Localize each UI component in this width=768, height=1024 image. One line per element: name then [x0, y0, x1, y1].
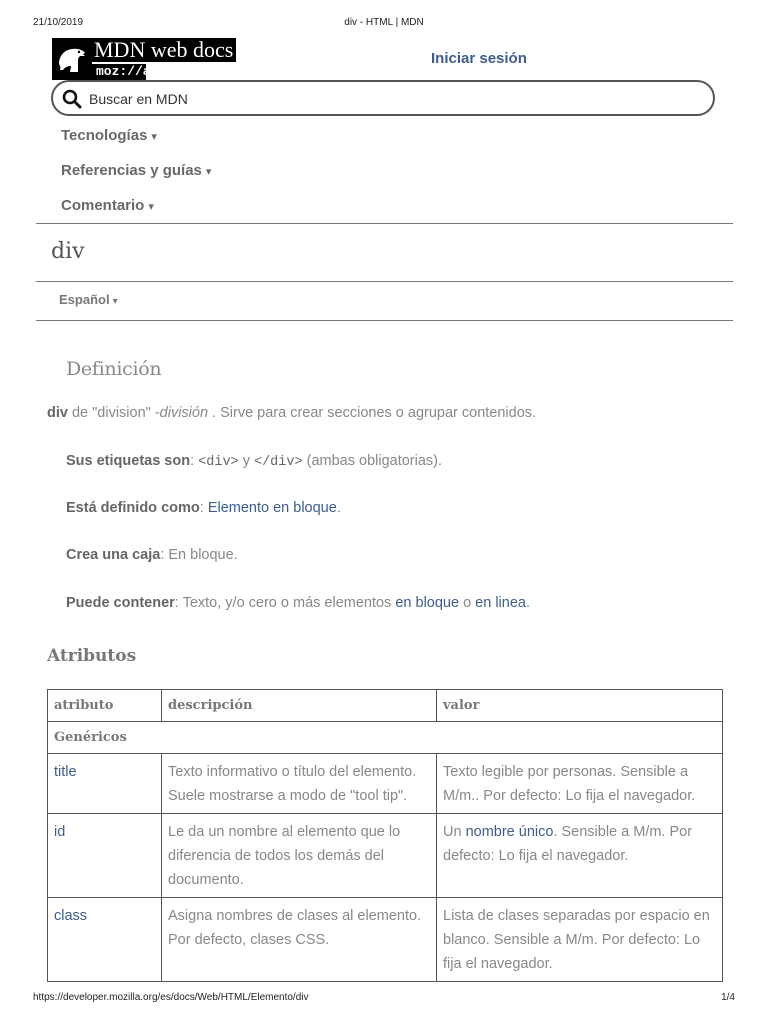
language-selector[interactable] [59, 292, 118, 307]
nav-label: Comentario [61, 197, 145, 214]
value-text: Un [443, 824, 466, 840]
table-row [48, 898, 723, 982]
group-label: Genéricos [48, 722, 723, 754]
chevron-down-icon: ▾ [151, 131, 157, 143]
contains-text: : Texto, y/o cero o más elementos [174, 595, 396, 611]
description-cell: Asigna nombres de clases al elemento. Por defecto, clases CSS. [162, 898, 437, 982]
attribute-cell [48, 898, 162, 982]
table-row [48, 754, 723, 814]
value-text: Texto legible por personas. Sensible a M/m.. Por defecto: Lo fija el navegador. [443, 764, 696, 804]
intro-text: de "division" - [67, 405, 160, 421]
chevron-down-icon: ▾ [148, 201, 154, 213]
unique-name-link[interactable]: nombre único [465, 824, 554, 840]
separator: : [190, 453, 199, 469]
contains-text: o [459, 595, 476, 611]
tags-label: Sus etiquetas son [66, 453, 191, 469]
inline-link[interactable]: en linea [475, 595, 526, 611]
conjunction: y [238, 453, 254, 469]
divider [36, 281, 733, 282]
column-header: descripción [162, 690, 437, 722]
table-group-row [48, 722, 723, 754]
logo-org-text: moz://a [92, 64, 146, 80]
close-tag: </div> [253, 455, 303, 470]
search-input[interactable] [87, 87, 691, 111]
table-row [48, 814, 723, 898]
attribute-link[interactable]: class [54, 908, 88, 924]
intro-term-italic: división [159, 405, 209, 421]
intro-text: . Sirve para crear secciones o agrupar contenidos. [208, 405, 537, 421]
period: . [336, 500, 341, 516]
description-cell: Texto informativo o título del elemento. Suele mostrarse a modo de "tool tip". [162, 754, 437, 814]
contains-label: Puede contener [66, 595, 175, 611]
separator: : [199, 500, 208, 516]
table-header-row [48, 690, 723, 722]
search-box[interactable] [51, 80, 715, 116]
print-page-number: 1/4 [721, 992, 735, 1003]
box-label: Crea una caja [66, 547, 161, 563]
page-title: div [51, 239, 85, 264]
value-text: . Sensible a M/m. Por defecto: Lo fija el navegador. [443, 824, 693, 864]
column-header: atributo [48, 690, 162, 722]
value-text: Lista de clases separadas por espacio en blanco. Sensible a M/m. Por defecto: Lo fija el navegador. [443, 908, 710, 972]
tags-paragraph [66, 453, 442, 470]
print-page-title: div - HTML | MDN [344, 17, 424, 28]
intro-term: div [47, 405, 68, 421]
value-cell [437, 754, 723, 814]
chevron-down-icon: ▾ [112, 296, 118, 307]
divider [36, 320, 733, 321]
box-paragraph [66, 547, 238, 563]
intro-paragraph [47, 405, 536, 421]
divider [36, 223, 733, 224]
nav-tecnologias[interactable] [61, 127, 157, 144]
value-cell [437, 898, 723, 982]
description-cell: Le da un nombre al elemento que lo diferencia de todos los demás del documento. [162, 814, 437, 898]
attributes-heading: Atributos [47, 646, 137, 666]
nav-comentario[interactable] [61, 197, 154, 214]
contains-paragraph [66, 595, 530, 611]
search-icon [62, 89, 82, 114]
chevron-down-icon: ▾ [205, 166, 212, 178]
mdn-logo[interactable] [52, 38, 236, 80]
column-header: valor [437, 690, 723, 722]
attributes-table [47, 689, 723, 982]
defined-as-paragraph [66, 500, 341, 516]
print-date: 21/10/2019 [33, 17, 84, 28]
definition-heading: Definición [66, 358, 162, 380]
period: . [525, 595, 530, 611]
language-label: Español [59, 292, 110, 307]
logo-brand-text: MDN web docs [92, 38, 236, 62]
defined-as-label: Está definido como [66, 500, 200, 516]
block-element-link[interactable]: Elemento en bloque [207, 500, 337, 516]
dinosaur-icon [52, 38, 92, 80]
nav-label: Referencias y guías [61, 162, 202, 179]
signin-link[interactable]: Iniciar sesión [431, 50, 527, 67]
attribute-cell [48, 814, 162, 898]
print-url: https://developer.mozilla.org/es/docs/Web/HTML/Elemento/div [33, 992, 309, 1003]
tags-note: (ambas obligatorias). [302, 453, 443, 469]
block-link[interactable]: en bloque [395, 595, 460, 611]
open-tag: <div> [198, 455, 239, 470]
attribute-cell [48, 754, 162, 814]
attribute-link[interactable]: id [54, 824, 66, 840]
nav-referencias[interactable] [61, 162, 211, 179]
nav-label: Tecnologías [61, 127, 148, 144]
value-cell [437, 814, 723, 898]
box-text: : En bloque. [160, 547, 238, 563]
attribute-link[interactable]: title [54, 764, 77, 780]
